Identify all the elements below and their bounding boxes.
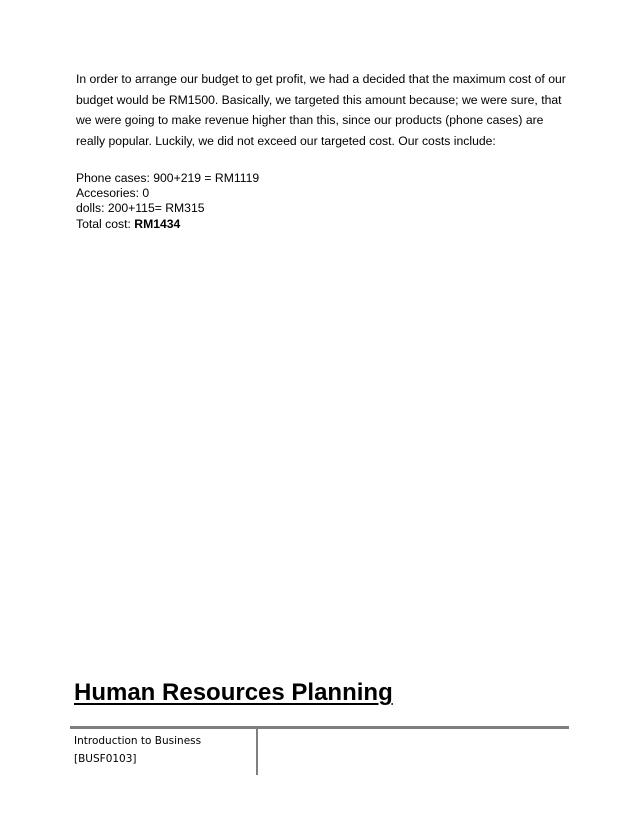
cost-accessories: Accesories: 0 [76,186,150,201]
section-heading: Human Resources Planning [74,679,393,706]
cost-total-value: RM1434 [134,216,181,231]
footer-course-name: Introduction to Business [74,735,202,747]
footer-divider [256,729,258,775]
cost-total-label: Total cost: [76,216,135,231]
cost-dolls: dolls: 200+115= RM315 [76,201,205,216]
footer-rule [70,726,569,729]
cost-phone-cases: Phone cases: 900+219 = RM1119 [76,171,260,185]
budget-paragraph: In order to arrange our budget to get profit, we had a decided that the maximum cost of our budget would be RM1500. Basically, we targeted this amount because; we were sure, that we were going to make revenue higher than this, since our products (phone cases) are really popular. Luckily, we did not exceed our targeted cost. Our costs include: [76,72,566,148]
footer [74,732,201,768]
cost-list [76,171,476,232]
footer-course-code: [BUSF0103] [74,753,137,765]
cost-total [76,217,476,232]
